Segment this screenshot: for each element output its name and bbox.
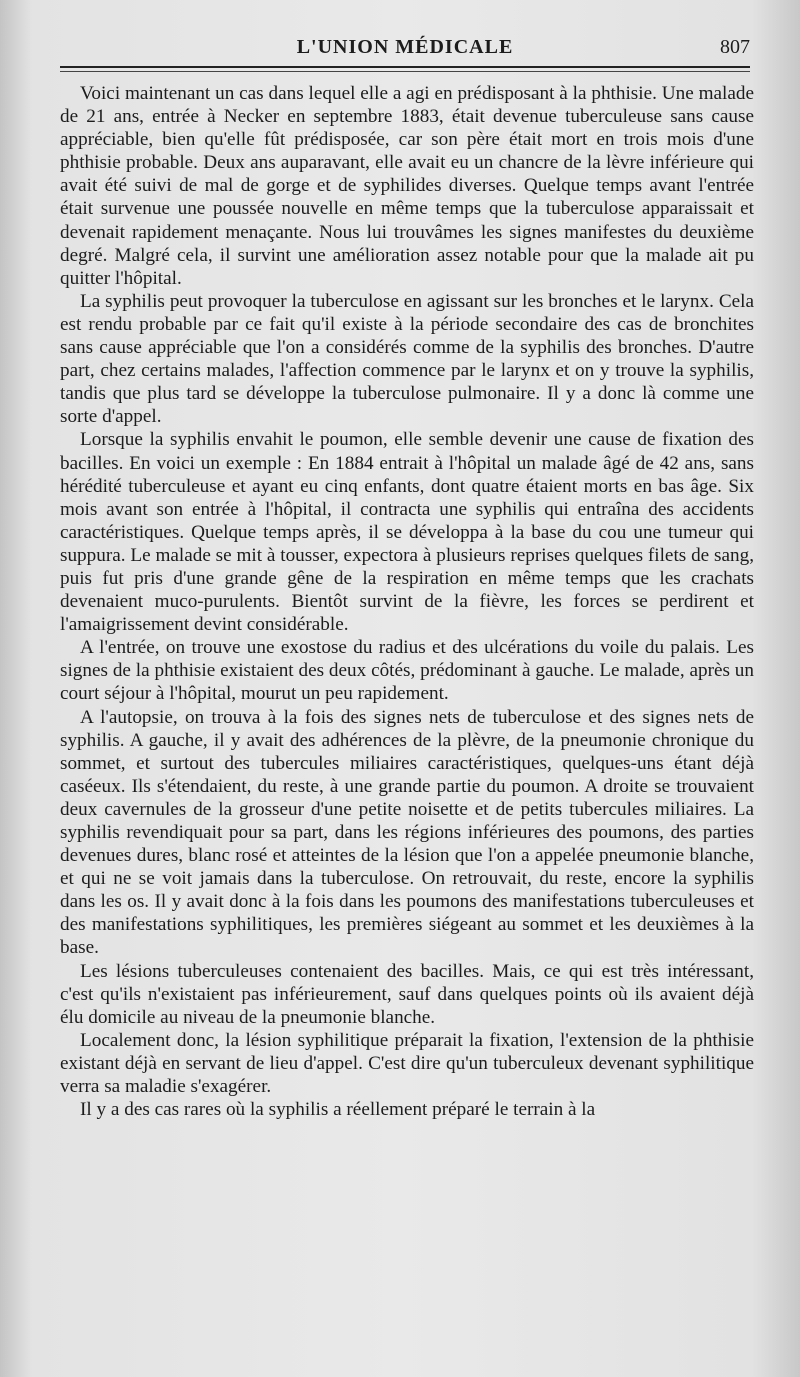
paragraph: Voici maintenant un cas dans lequel elle a agi en prédisposant à la phthisie. Une malade de 21 ans, entrée à Necker en septembre 1883, était devenue tuberculeuse sans cause appréciable, bien qu'elle fût prédisposée, car son père était mort en trois mois d'une phthisie probable. Deux ans auparavant, elle avait eu un chancre de la lèvre inférieure qui avait été suivi de mal de gorge et de syphilides diverses. Quelque temps avant l'entrée était survenue une poussée nouvelle en même temps que la tuberculose apparaissait et devenait rapidement menaçante. Nous lui trouvâmes les signes manifestes du deuxième degré. Malgré cela, il survint une amélioration assez notable pour que la malade ait pu quitter l'hôpital.: [60, 83, 754, 289]
page-number: 807: [720, 36, 750, 58]
paragraph: A l'entrée, on trouve une exostose du radius et des ulcérations du voile du palais. Les signes de la phthisie existaient des deux côtés, prédominant à gauche. Le malade, après un court séjour à l'hôpital, mourut un peu rapidement.: [60, 637, 754, 705]
body-text: [60, 82, 754, 1121]
running-title: L'UNION MÉDICALE: [296, 36, 514, 58]
page-header: [60, 36, 750, 70]
paragraph: Localement donc, la lésion syphilitique préparait la fixation, l'extension de la phthisie existant déjà en servant de lieu d'appel. C'est dire qu'un tuberculeux devenant syphilitique verra sa maladie s'exagérer.: [60, 1029, 754, 1098]
paragraph: Il y a des cas rares où la syphilis a réellement préparé le terrain à la: [80, 1099, 596, 1121]
paragraph: Les lésions tuberculeuses contenaient des bacilles. Mais, ce qui est très intéressant, c'est qu'ils n'existaient pas inférieurement, sauf dans quelques points où ils avaient déjà élu domicile au niveau de la pneumonie blanche.: [60, 960, 754, 1028]
header-rule: [60, 66, 750, 68]
paragraph: A l'autopsie, on trouva à la fois des signes nets de tuberculose et des signes nets de syphilis. A gauche, il y avait des adhérences de la plèvre, de la pneumonie chronique du sommet, et surtout des tubercules miliaires caractéristiques, quelques-uns étant déjà caséeux. Ils s'étendaient, du reste, à une grande partie du poumon. A droite se trouvaient deux cavernules de la grosseur d'une petite noisette et de petits tubercules miliaires. La syphilis revendiquait pour sa part, dans les régions inférieures des poumons, des parties devenues dures, blanc rosé et atteintes de la lésion que l'on a appelée pneumonie blanche, et qui ne se voit jamais dans la tuberculose. On retrouvait, du reste, encore la syphilis dans les os. Il y avait donc à la fois dans les poumons des manifestations tuberculeuses et des manifestations syphilitiques, les premières siégeant au sommet et les deuxièmes à la base.: [60, 706, 754, 959]
paragraph: La syphilis peut provoquer la tuberculose en agissant sur les bronches et le larynx. Cela est rendu probable par ce fait qu'il existe à la période secondaire des cas de bronchites sans cause appréciable que l'on a considérés comme de la syphilis des bronches. D'autre part, chez certains malades, l'affection commence par le larynx et on y trouve la syphilis, tandis que plus tard se développe la tuberculose pulmonaire. Il y a donc là comme une sorte d'appel.: [60, 290, 754, 428]
paragraph: Lorsque la syphilis envahit le poumon, elle semble devenir une cause de fixation des bacilles. En voici un exemple : En 1884 entrait à l'hôpital un malade âgé de 42 ans, sans hérédité tuberculeuse et ayant eu cinq enfants, dont quatre étaient morts en bas âge. Six mois avant son entrée à l'hôpital, il contracta une syphilis qui entraîna des accidents caractéristiques. Quelque temps après, il se développa à la base du cou une tumeur qui suppura. Le malade se mit à tousser, expectora à plusieurs reprises quelques filets de sang, puis fut pris d'une grande gêne de la respiration en même temps que les crachats devenaient muco-purulents. Bientôt survint de la fièvre, les forces se perdirent et l'amaigrissement devint considérable.: [60, 429, 754, 636]
header-rule-thin: [60, 71, 750, 72]
